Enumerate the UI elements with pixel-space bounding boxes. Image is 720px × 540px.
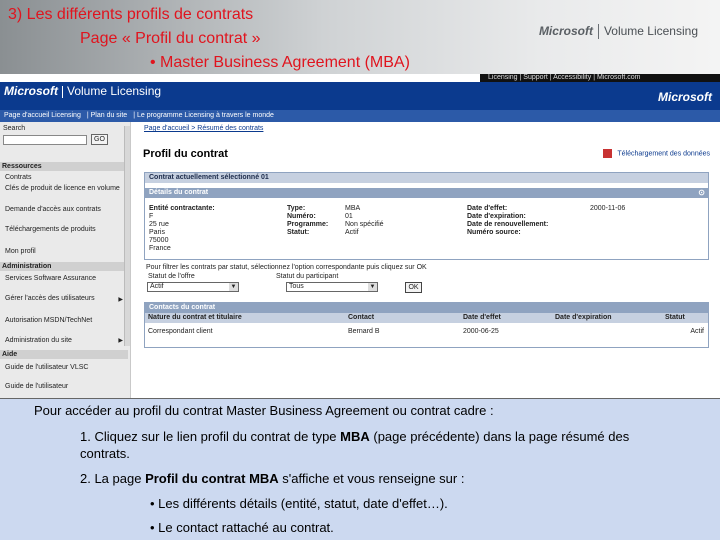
entity-line: 25 rue <box>149 221 169 228</box>
entity-value: F <box>149 213 154 220</box>
download-label: Téléchargement des données <box>617 150 710 158</box>
chevron-right-icon: ▶ <box>118 338 123 344</box>
sidebar-section-admin: Administration <box>0 262 128 271</box>
effective-date-value: 2000-11-06 <box>590 205 626 212</box>
contract-details-title: Détails du contrat <box>149 189 209 196</box>
sidebar-item-user-access[interactable]: Gérer l'accès des utilisateurs <box>5 295 95 302</box>
column-header[interactable]: Contact <box>348 314 375 321</box>
explanation-step1: 1. Cliquez sur le lien profil du contrat de type MBA (page précédente) dans la page résumé des <box>80 429 630 444</box>
site-brand: Microsoft <box>4 84 58 98</box>
chevron-right-icon: ▶ <box>118 297 123 303</box>
nav-home[interactable]: Page d'accueil Licensing <box>4 112 81 119</box>
renewal-date-label: Date de renouvellement: <box>467 221 549 228</box>
contacts-table-header <box>145 313 708 323</box>
entity-label: Entité contractante: <box>149 205 215 212</box>
status-value: Actif <box>345 229 359 236</box>
entity-line: France <box>149 245 171 252</box>
filter-instructions: Pour filtrer les contrats par statut, sélectionnez l'option correspondante puis cliquez sur OK <box>146 264 427 271</box>
program-label: Programme: <box>287 221 329 228</box>
top-links[interactable]: Licensing | Support | Accessibility | Microsoft.com <box>480 74 720 82</box>
site-header <box>0 82 720 110</box>
search-label: Search <box>3 125 26 132</box>
explanation-bullet1: • Les différents détails (entité, statut, date d'effet…). <box>150 496 448 511</box>
sidebar-section-resources: Ressources <box>0 162 128 171</box>
search-go-button[interactable]: GO <box>91 134 108 145</box>
entity-line: Paris <box>149 229 165 236</box>
contacts-header: Contacts du contrat <box>145 303 708 313</box>
slide-header <box>0 0 720 74</box>
explanation-intro: Pour accéder au profil du contrat Master Business Agreement ou contrat cadre : <box>34 403 494 418</box>
explanation-box <box>0 398 720 540</box>
selected-contract-header: Contrat actuellement sélectionné 01 <box>145 173 708 183</box>
nav-strip: Page d'accueil Licensing | Plan du site | Le programme Licensing à travers le monde <box>0 110 720 122</box>
download-data-link[interactable] <box>603 149 710 158</box>
site-logo[interactable] <box>4 84 161 98</box>
sidebar-item-msdn[interactable]: Autorisation MSDN/TechNet <box>5 317 93 324</box>
offer-status-value: Actif <box>150 283 164 290</box>
top-links-strip <box>0 74 720 82</box>
column-header[interactable]: Date d'effet <box>463 314 501 321</box>
sidebar-item-sa-services[interactable]: Services Software Assurance <box>5 275 97 282</box>
selected-contract-panel <box>144 172 709 260</box>
table-cell: Correspondant client <box>148 328 213 335</box>
slide-title-line3: • Master Business Agreement (MBA) <box>150 54 410 71</box>
microsoft-logo: Microsoft <box>658 90 712 104</box>
volume-licensing-logo <box>539 24 698 39</box>
column-header[interactable]: Date d'expiration <box>555 314 612 321</box>
logo-product: Volume Licensing <box>603 24 698 38</box>
sidebar-item-vlsc-guide[interactable]: Guide de l'utilisateur VLSC <box>5 364 89 371</box>
explanation-bullet2: • Le contact rattaché au contrat. <box>150 520 334 535</box>
offer-status-select[interactable] <box>147 282 239 292</box>
status-label: Statut: <box>287 229 310 236</box>
sidebar <box>0 122 131 398</box>
explanation-step1-cont: contrats. <box>80 446 130 461</box>
search-input[interactable] <box>3 135 87 145</box>
expiration-date-label: Date d'expiration: <box>467 213 526 220</box>
collapse-icon[interactable]: ⊙ <box>698 188 705 197</box>
sidebar-section-help: Aide <box>0 350 128 359</box>
type-value: MBA <box>345 205 361 212</box>
entity-line: 75000 <box>149 237 169 244</box>
filter-offer-label: Statut de l'offre <box>148 273 195 280</box>
number-label: Numéro: <box>287 213 316 220</box>
chevron-down-icon: ▼ <box>369 284 376 290</box>
nav-worldwide[interactable]: Le programme Licensing à travers le monde <box>136 112 274 119</box>
main-content <box>132 122 720 398</box>
sidebar-item-site-admin[interactable]: Administration du site <box>5 337 72 344</box>
slide-title-line2: Page « Profil du contrat » <box>80 30 261 47</box>
number-value: 01 <box>345 213 353 220</box>
effective-date-label: Date d'effet: <box>467 205 508 212</box>
ok-button[interactable]: OK <box>405 282 422 293</box>
type-label: Type: <box>287 205 306 212</box>
sidebar-item-downloads[interactable]: Téléchargements de produits <box>5 226 96 233</box>
participant-status-select[interactable] <box>286 282 378 292</box>
sidebar-item-profile[interactable]: Mon profil <box>5 248 36 255</box>
sidebar-item-user-guide[interactable]: Guide de l'utilisateur <box>5 383 69 390</box>
breadcrumb[interactable]: Page d'accueil > Résumé des contrats <box>144 125 264 132</box>
download-icon <box>603 149 612 158</box>
program-value: Non spécifié <box>345 221 384 228</box>
slide-title-line1: 3) Les différents profils de contrats <box>8 6 254 23</box>
table-cell: Bernard B <box>348 328 380 335</box>
table-cell: 2000-06-25 <box>463 328 499 335</box>
table-cell: Actif <box>690 328 704 335</box>
nav-sitemap[interactable]: Plan du site <box>90 112 128 119</box>
chevron-down-icon: ▼ <box>230 284 237 290</box>
column-header[interactable]: Statut <box>665 314 685 321</box>
contacts-panel <box>144 302 709 348</box>
table-cell <box>552 327 662 337</box>
contract-details-header <box>145 188 708 198</box>
sidebar-item-product-keys[interactable]: Clés de produit de licence en volume <box>5 185 120 192</box>
column-header[interactable]: Nature du contrat et titulaire <box>148 314 242 321</box>
table-row <box>145 327 708 337</box>
sidebar-item-contracts[interactable]: Contrats <box>5 174 32 181</box>
participant-status-value: Tous <box>289 283 304 290</box>
logo-brand: Microsoft <box>538 24 593 38</box>
sidebar-scrollbar[interactable] <box>124 126 130 346</box>
filter-participant-label: Statut du participant <box>276 273 339 280</box>
source-number-label: Numéro source: <box>467 229 521 236</box>
explanation-step2: 2. La page Profil du contrat MBA s'affiche et vous renseigne sur : <box>80 471 465 486</box>
sidebar-item-access-request[interactable]: Demande d'accès aux contrats <box>5 206 101 213</box>
page-title: Profil du contrat <box>143 148 228 160</box>
site-product: Volume Licensing <box>67 84 162 98</box>
